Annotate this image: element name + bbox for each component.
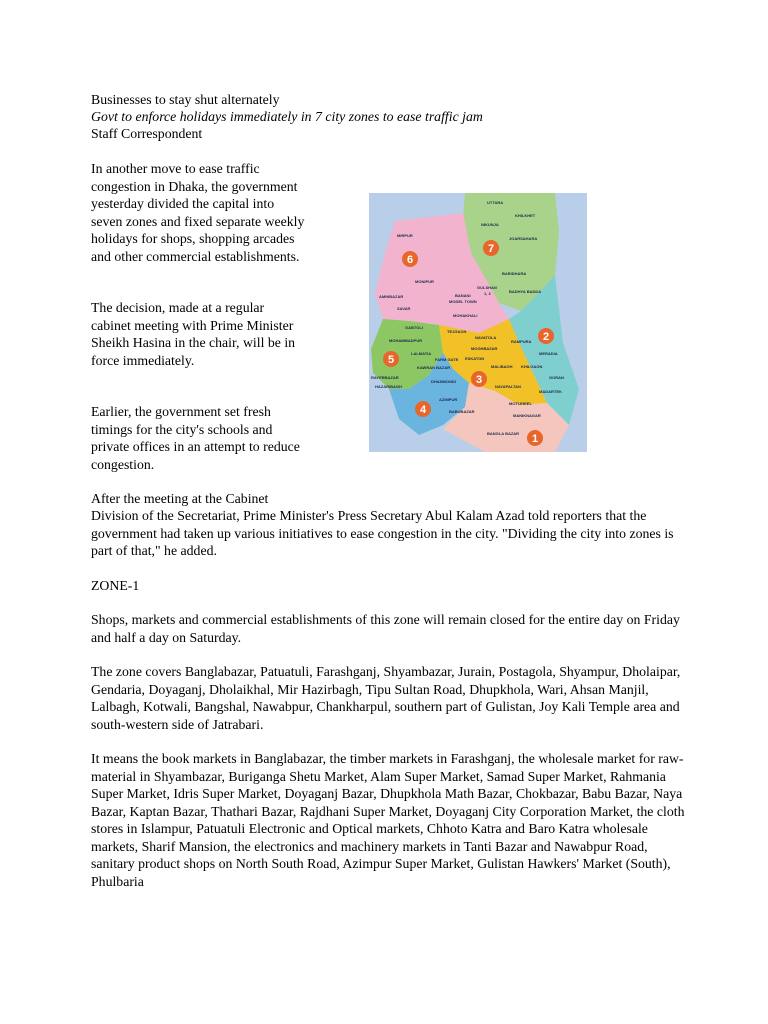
- svg-text:6: 6: [406, 254, 414, 266]
- map-label-goran: GORAN: [549, 375, 564, 380]
- map-label-mirpur: MIRPUR: [397, 233, 413, 238]
- map-label-nayapaltan: NAYAPALTAN: [495, 384, 521, 389]
- svg-text:1: 1: [531, 433, 539, 445]
- map-label-malibagh: MALIBAGH: [491, 364, 513, 369]
- map-label-navatola: NAVATOLA: [475, 335, 497, 340]
- map-label-rayerbazar: RAYERBAZAR: [371, 375, 399, 380]
- map-label-dhanmondi: DHANMONDI: [431, 379, 456, 384]
- map-label-banglabazar: BANGLA BAZAR: [487, 431, 520, 436]
- map-label-mohakhali: MOHAKHALI: [453, 313, 478, 318]
- map-label-model-town: MODEL TOWN: [449, 299, 477, 304]
- map-label-uttara: UTTARA: [487, 200, 504, 205]
- zone-1-marker: [527, 430, 543, 446]
- map-label-moghbazar: MOGHBAZAR: [471, 346, 498, 351]
- subheadline: Govt to enforce holidays immediately in 7 city zones to ease traffic jam: [91, 109, 483, 124]
- map-label-banani: BANANI: [455, 293, 471, 298]
- map-label-rampura: RAMPURA: [511, 339, 532, 344]
- map-label-eskaton: ESKATON: [465, 356, 485, 361]
- map-label-mohammadpur: MOHAMMADPUR: [389, 338, 423, 343]
- zone-6-marker: [402, 251, 418, 267]
- paragraph-zone1-markets: It means the book markets in Banglabazar, the timber markets in Farashganj, the wholesale market for raw-material in Shyambazar, Buriganga Shetu Market, Alam Super Market, Samad Super Market, Rahmania Super Market, Idris Super Market, Doyaganj Bazar, Dhupkhola Math Bazar, Chokbazar, Babu Bazar, Naya Bazar, Kaptan Bazar, Thathari Bazar, Rajdhani Super Market, Doyaganj City Corporation Market, the cloth stores in Islampur, Patuatuli Electronic and Optical markets, Chhoto Katra and Baro Katra wholesale markets, Sharif Mansion, the electronics and machinery markets in Tanti Bazar and Nawabpur Road, sanitary product shops on North South Road, Azimpur Super Market, Gulistan Hawkers' Market (South), Phulbaria: [91, 751, 685, 889]
- map-label-motijheel: MOTIJHEEL: [509, 401, 532, 406]
- zone-3-marker: [471, 371, 487, 387]
- map-label-gabtoli: GABTOLI: [405, 325, 423, 330]
- headline: Businesses to stay shut alternately: [91, 92, 280, 107]
- svg-text:5: 5: [387, 354, 395, 366]
- zone-7-marker: [483, 240, 499, 256]
- paragraph-meeting: Division of the Secretariat, Prime Minister's Press Secretary Abul Kalam Azad told reporters that the government had taken up various initiatives to ease congestion in the city. "Dividing the city into zones is part of that," he added.: [91, 508, 674, 558]
- map-label-maniknagar: MANIKNAGAR: [513, 413, 541, 418]
- byline: Staff Correspondent: [91, 126, 203, 141]
- map-label-khilgaon: KHILGAON: [521, 364, 543, 369]
- dhaka-zone-map: [369, 193, 587, 452]
- zone-heading: ZONE-1: [91, 578, 140, 593]
- svg-text:4: 4: [419, 404, 427, 416]
- map-label-tejgaon: TEJGAON: [447, 329, 467, 334]
- map-label-monipur: MONIPUR: [415, 279, 434, 284]
- map-label-savar: SAVAR: [397, 306, 411, 311]
- map-label-meradia: MERADIA: [539, 351, 558, 356]
- map-label-gulshan: GULSHAN: [477, 285, 497, 290]
- map-label-joarsahara: JOARSAHARA: [509, 236, 538, 241]
- map-label-hazaribagh: HAZARIBAGH: [375, 384, 402, 389]
- paragraph-earlier: Earlier, the government set fresh timings for the city's schools and private offices in an attempt to reduce congestion.: [91, 404, 300, 472]
- map-label-babubazar: BABUBAZAR: [449, 409, 475, 414]
- zone-5-marker: [383, 351, 399, 367]
- zone-4-marker: [415, 401, 431, 417]
- svg-text:7: 7: [487, 243, 495, 255]
- map-label-kawran: KAWRAN BAZAR: [417, 365, 451, 370]
- paragraph-zone1-holidays: Shops, markets and commercial establishments of this zone will remain closed for the entire day on Friday and half a day on Saturday.: [91, 612, 680, 645]
- map-label-gulshan-num: 1, 2: [484, 291, 491, 296]
- paragraph-intro: In another move to ease traffic congestion in Dhaka, the government yesterday divided the capital into seven zones and fixed separate weekly holidays for shops, shopping arcades and other commercial establishments.: [91, 161, 305, 264]
- zone-2-marker: [538, 328, 554, 344]
- svg-text:2: 2: [542, 331, 550, 343]
- paragraph-zone1-areas: The zone covers Banglabazar, Patuatuli, Farashganj, Shyambazar, Jurain, Postagola, Shyampur, Dholaipar, Gendaria, Doyaganj, Dholaikhal, Mir Hazirbagh, Tipu Sultan Road, Dhupkhola, Wari, Ahsan Manjil, Lalbagh, Kotwali, Bangshal, Nawabpur, Chankharpul, southern part of Gulistan, Joy Kali Temple area and south-western side of Jatrabari.: [91, 664, 681, 732]
- svg-text:3: 3: [475, 374, 483, 386]
- map-label-madartek: MADARTEK: [539, 389, 562, 394]
- paragraph-meeting-start: After the meeting at the Cabinet: [91, 491, 269, 506]
- map-label-azimpur: AZIMPUR: [439, 397, 458, 402]
- map-label-nikunja: NIKUNJA: [481, 222, 499, 227]
- map-label-farmgate: FARM GATE: [435, 357, 459, 362]
- map-label-khilkhet: KHILKHET: [515, 213, 536, 218]
- map-label-aminbazar: AMINBAZAR: [379, 294, 404, 299]
- map-label-badda: BADHYA BADDA: [509, 289, 542, 294]
- map-label-lalmatia: LALMATIA: [411, 351, 432, 356]
- paragraph-decision: The decision, made at a regular cabinet meeting with Prime Minister Sheikh Hasina in the chair, will be in force immediately.: [91, 300, 296, 368]
- map-label-baridhara: BARIDHARA: [502, 271, 527, 276]
